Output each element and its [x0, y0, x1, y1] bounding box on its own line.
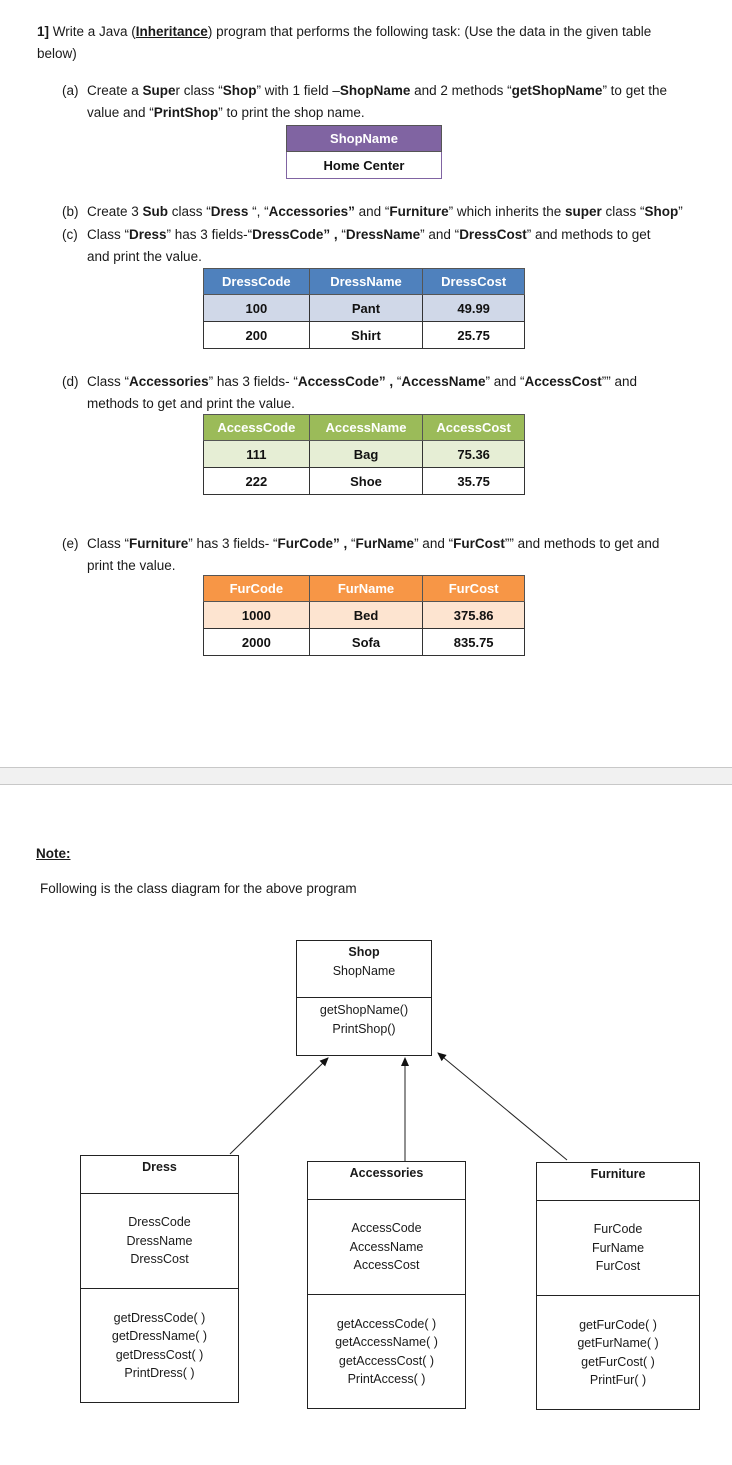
fur-col-header: FurCode [204, 576, 310, 602]
class-dress-name: Dress [142, 1160, 177, 1174]
class-shop-method: getShopName() [319, 1003, 409, 1017]
class-accessories-method: getAccessCost( ) [338, 1353, 435, 1368]
class-furniture-method: getFurCost( ) [581, 1354, 655, 1369]
question-intro: 1] Write a Java (Inheritance) program that performs the following task: (Use the data in the given table [37, 24, 652, 39]
shop-table-cell: Home Center [287, 152, 442, 179]
dress-col-header: DressCode [204, 269, 310, 295]
class-accessories-method: getAccessCode( ) [336, 1316, 437, 1331]
part-b-line1: Create 3 Sub class “Dress “, “Accessories” and “Furniture” which inherits the super class “Shop” [87, 204, 683, 219]
class-furniture-method: getFurName( ) [577, 1336, 659, 1350]
class-accessories-field: AccessCost [353, 1258, 420, 1273]
table-row: 222 Shoe 35.75 [204, 468, 525, 495]
class-dress-field: DressName [126, 1233, 193, 1248]
class-accessories [307, 1161, 466, 1409]
fur-col-header: FurName [309, 576, 423, 602]
class-furniture-name: Furniture [590, 1167, 646, 1181]
table-row: 1000 Bed 375.86 [204, 602, 525, 629]
class-accessories-method: getAccessName( ) [335, 1335, 438, 1349]
class-accessories-name: Accessories [349, 1166, 424, 1180]
keyword-inheritance: Inheritance [135, 24, 208, 39]
part-d-line1: Class “Accessories” has 3 fields- “AccessCode” , “AccessName” and “AccessCost”” and [87, 374, 638, 389]
question-number: 1] [37, 24, 50, 39]
class-accessories-field: AccessName [349, 1239, 424, 1254]
class-dress-field: DressCode [128, 1215, 191, 1230]
part-c-label: (c) [62, 227, 78, 242]
class-dress-method: getDressCost( ) [115, 1347, 204, 1362]
note-text: Following is the class diagram for the above program [40, 881, 357, 896]
table-row: 111 Bag 75.36 [204, 441, 525, 468]
part-e-line1: Class “Furniture” has 3 fields- “FurCode” , “FurName” and “FurCost”” and methods to get and [87, 536, 660, 551]
table-row: 200 Shirt 25.75 [204, 322, 525, 349]
class-dress-field: DressCost [130, 1252, 189, 1267]
access-col-header: AccessName [309, 415, 423, 441]
arrow-dress-to-shop [230, 1058, 328, 1154]
class-furniture-field: FurCost [595, 1259, 641, 1274]
part-a-line1: Create a Super class “Shop” with 1 field –ShopName and 2 methods “getShopName” to get the [87, 83, 667, 98]
part-c-line1: Class “Dress” has 3 fields-“DressCode” , “DressName” and “DressCost” and methods to get [87, 227, 651, 242]
shop-table-header: ShopName [287, 126, 442, 152]
class-furniture-method: PrintFur( ) [589, 1373, 647, 1387]
class-dress-method: getDressCode( ) [113, 1310, 206, 1325]
arrow-furniture-to-shop [438, 1053, 567, 1160]
dress-col-header: DressName [309, 269, 423, 295]
class-dress-method: getDressName( ) [111, 1329, 208, 1343]
question-intro-cont: below) [37, 46, 77, 61]
class-dress [80, 1155, 239, 1403]
part-e-label: (e) [62, 536, 79, 551]
table-row: 100 Pant 49.99 [204, 295, 525, 322]
fur-col-header: FurCost [423, 576, 525, 602]
class-shop-method: PrintShop() [332, 1021, 396, 1036]
part-d-line2: methods to get and print the value. [87, 396, 295, 411]
dress-col-header: DressCost [423, 269, 525, 295]
class-furniture [536, 1162, 700, 1410]
part-a-label: (a) [62, 83, 79, 98]
access-col-header: AccessCost [423, 415, 525, 441]
class-accessories-field: AccessCode [351, 1221, 422, 1236]
class-dress-method: PrintDress( ) [124, 1366, 195, 1380]
class-shop [296, 940, 432, 1056]
table-row: 2000 Sofa 835.75 [204, 629, 525, 656]
class-shop-name: Shop [348, 945, 380, 959]
class-furniture-field: FurCode [593, 1222, 643, 1237]
part-d-label: (d) [62, 374, 79, 389]
class-accessories-method: PrintAccess( ) [347, 1372, 426, 1386]
class-furniture-method: getFurCode( ) [579, 1317, 657, 1332]
part-a-line2: value and “PrintShop” to print the shop name. [87, 105, 365, 120]
class-shop-field: ShopName [332, 963, 396, 978]
part-b-label: (b) [62, 204, 79, 219]
part-c-line2: and print the value. [87, 249, 202, 264]
note-title: Note: [36, 846, 71, 861]
class-furniture-field: FurName [591, 1240, 645, 1255]
part-e-line2: print the value. [87, 558, 176, 573]
access-col-header: AccessCode [204, 415, 310, 441]
